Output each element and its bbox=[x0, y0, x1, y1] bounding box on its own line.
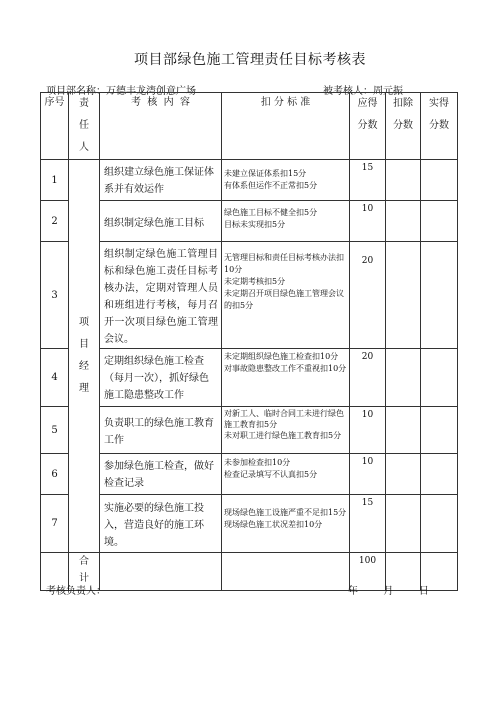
row-deduct-score[interactable] bbox=[386, 454, 421, 495]
row-deduct-score[interactable] bbox=[386, 201, 421, 242]
row-deduct-score[interactable] bbox=[386, 349, 421, 407]
row-deduction: 未参加检查扣10分 检查记录填写不认真扣5分 bbox=[222, 454, 350, 495]
row-due-score: 15 bbox=[350, 160, 386, 201]
row-content: 负责职工的绿色施工教育工作 bbox=[100, 407, 222, 454]
row-deduction: 未建立保证体系扣15分 有体系但运作不正常扣5分 bbox=[222, 160, 350, 201]
row-no: 2 bbox=[41, 201, 69, 242]
row-no: 5 bbox=[41, 407, 69, 454]
row-deduct-score[interactable] bbox=[386, 495, 421, 553]
row-content: 定期组织绿色施工检查（每月一次），抓好绿色施工隐患整改工作 bbox=[100, 349, 222, 407]
table-row bbox=[41, 160, 458, 201]
row-actual-score[interactable] bbox=[421, 349, 458, 407]
row-deduction: 现场绿色施工设施严重不足扣15分 现场绿色施工状况差扣10分 bbox=[222, 495, 350, 553]
row-actual-score[interactable] bbox=[421, 495, 458, 553]
row-deduct-score[interactable] bbox=[386, 242, 421, 349]
reviewer-label: 考核负责人： bbox=[46, 586, 106, 597]
assessment-table bbox=[40, 92, 458, 591]
row-deduction: 绿色施工目标不健全扣5分 目标未实现扣5分 bbox=[222, 201, 350, 242]
row-due-score: 20 bbox=[350, 349, 386, 407]
row-actual-score[interactable] bbox=[421, 160, 458, 201]
row-deduction: 对新工人、临时合同工未进行绿色施工教育扣5分 未对职工进行绿色施工教育扣5分 bbox=[222, 407, 350, 454]
row-no: 3 bbox=[41, 242, 69, 349]
row-due-score: 10 bbox=[350, 201, 386, 242]
table-row bbox=[41, 454, 458, 495]
row-deduct-score[interactable] bbox=[386, 160, 421, 201]
row-actual-score[interactable] bbox=[421, 454, 458, 495]
row-due-score: 10 bbox=[350, 454, 386, 495]
assessee-name: 被考核人：周元振 bbox=[323, 86, 403, 97]
header-row bbox=[41, 93, 458, 160]
row-actual-score[interactable] bbox=[421, 407, 458, 454]
row-content: 组织制定绿色施工目标 bbox=[100, 201, 222, 242]
row-no: 4 bbox=[41, 349, 69, 407]
responsible-person: 项 目 经 理 bbox=[69, 160, 100, 553]
total-label: 合 计 bbox=[69, 553, 100, 591]
total-due-score: 100 bbox=[350, 553, 386, 591]
date-label: 年 月 日 bbox=[348, 586, 429, 597]
row-actual-score[interactable] bbox=[421, 201, 458, 242]
row-content: 参加绿色施工检查，做好检查记录 bbox=[100, 454, 222, 495]
row-due-score: 10 bbox=[350, 407, 386, 454]
table-row bbox=[41, 495, 458, 553]
row-no: 7 bbox=[41, 495, 69, 553]
table-row bbox=[41, 349, 458, 407]
header-deduct-score: 扣除 分数 bbox=[386, 93, 421, 160]
row-deduct-score[interactable] bbox=[386, 407, 421, 454]
row-content: 组织建立绿色施工保证体系并有效运作 bbox=[100, 160, 222, 201]
row-no: 6 bbox=[41, 454, 69, 495]
header-no: 序号 bbox=[41, 93, 69, 160]
row-content: 实施必要的绿色施工投入，营造良好的施工环境。 bbox=[100, 495, 222, 553]
row-content: 组织制定绿色施工管理目标和绿色施工责任目标考核办法，定期对管理人员和班组进行考核，每月召开一次项目绿色施工管理会议。 bbox=[100, 242, 222, 349]
table-row bbox=[41, 242, 458, 349]
row-actual-score[interactable] bbox=[421, 242, 458, 349]
row-due-score: 15 bbox=[350, 495, 386, 553]
header-due-score: 应得 分数 bbox=[350, 93, 386, 160]
table-row bbox=[41, 201, 458, 242]
table-row bbox=[41, 407, 458, 454]
header-actual-score: 实得 分数 bbox=[421, 93, 458, 160]
row-due-score: 20 bbox=[350, 242, 386, 349]
row-no: 1 bbox=[41, 160, 69, 201]
page-title: 项目部绿色施工管理责任目标考核表 bbox=[134, 52, 366, 68]
project-name: 项目部名称：万德丰龙湾创意广场 bbox=[46, 86, 196, 97]
row-deduction: 未定期组织绿色施工检查扣10分 对事故隐患整改工作不重视扣10分 bbox=[222, 349, 350, 407]
header-deduction: 扣 分 标 准 bbox=[222, 93, 350, 160]
row-deduction: 无管理目标和责任目标考核办法扣10分 未定期考核扣5分 未定期召开项目绿色施工管理会议的扣5分 bbox=[222, 242, 350, 349]
header-responsible: 责 任 人 bbox=[69, 93, 100, 160]
header-content: 考 核 内 容 bbox=[100, 93, 222, 160]
